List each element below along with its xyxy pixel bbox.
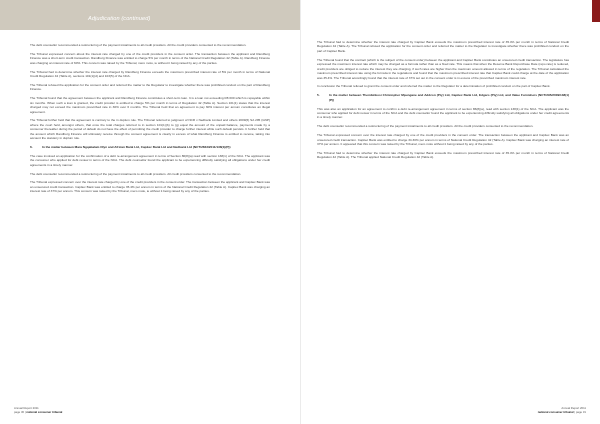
left-footer: [14, 407, 62, 415]
case-heading-6: [30, 145, 270, 149]
paragraph: In conclusion the Tribunal refused to grant the consent order and referred the matter to the Regulator for a determination of prohibited conduct on the part of Capitec Bank.: [317, 84, 551, 89]
left-page-text: [30, 43, 270, 198]
case-number: 6.: [30, 145, 33, 150]
case-title: In the matter between Thembinkosi Christopher Mpungane and Addcon (Pty) Ltd, Capitec Bank Ltd, Edgars (Pty) Ltd, and Value Furnishers (NCT/295/2009/138(1)(P)): [329, 93, 569, 102]
section-tab-marker: [592, 0, 600, 22]
footer-page-number: page 31: [575, 410, 586, 415]
right-page-text: [317, 40, 569, 164]
case-heading-5: [317, 93, 569, 102]
footer-report-label: Annual Report 2011: [14, 406, 39, 411]
section-title: Adjudication (continued): [88, 16, 151, 22]
right-footer: [538, 407, 586, 415]
paragraph: The Tribunal expressed concern about the interest rate charged by one of the credit providers in the consent order. The transaction between the applicant and Randburg Finance was a short-term credit transaction. Randburg Finance was entitled to charge 5% per month in terms of the National Credit Regulation 42 (Table A). Randburg Finance was charging an interest rate of 60%. This concern was raised by the Tribunal, mero motu, ie without it being raised by any of the parties.: [30, 51, 270, 65]
paragraph: The Tribunal had to determine whether the interest rate charged by Capitec Bank exceeds the maximum prescribed interest rate of 35.4% per month in terms of National Credit Regulation 42 (Table A). The Tribunal refused the application for the consent order and referred the matter to the Regulator to investigate whether there was prohibited conduct on the part of Capitec Bank.: [317, 40, 569, 53]
paragraph: The Tribunal found that the contract (which is the subject of the consent order) between the applicant and Capitec Bank constitutes an unsecured credit transaction. The legislature has expressed the maximum interest rate which may be charged as a formula rather than as a fixed rate. This means that when the Reserve Bank Repurchase Rate (repo rate) is reduced, credit providers are obliged to reduce the interest they are charging, if such rates are higher than the maximum amount allowed in terms of the regulation. The Tribunal calculated the maximum prescribed interest rate using the formula in the regulations and found that the maximum prescribed interest rate that Capitec Bank could charge at the date of the application was 35.4%. The Tribunal accordingly found that the interest rate of 37% set out in the consent order is in excess of the prescribed maximum interest rate.: [317, 57, 569, 80]
footer-page-number: page 30: [14, 410, 25, 415]
case-number: 5.: [317, 93, 320, 98]
header-band-right: [301, 0, 600, 30]
footer-report-label: Annual Report 2011: [561, 406, 586, 411]
paragraph: The debt counsellor recommended a restructuring of the payment instalments to all credit providers. All credit providers consented to the recommendation.: [30, 171, 242, 176]
paragraph: The Tribunal further held that the agreement is contrary to the in duplum rule. The Tribunal referred to judgment of NCR v Nedbank Limited and others 2009(6) SA 295 (GNP) where the court held, amongst others, that once the total charges referred to in section 101(1)(b) to (g) equal the amount of the unpaid balance, payments made by a consumer thereafter during the period of default do not have the effect of permitting the credit provider to charge further interest while such default persists. It further held that the amount which Randburg Finance will ultimately receive through the consent agreement is clearly in excess of what Randburg Finance is entitled to receive, taking into account the statutory in duplum rule.: [30, 118, 270, 141]
paragraph: The Tribunal found that the agreement between the applicant and Randburg Finance constitutes a short-term loan. It is a loan not exceeding R8 000 which is repayable within six months. When such a loan is granted, the credit provider is entitled to charge 5% per month in terms of Regulation 42 (Table A). Section 101(1) states that the interest charged may not exceed the maximum prescribed rate in 30% over 6 months. The Tribunal held that an agreement to pay 60% interest per annum constitutes an illegal agreement.: [30, 96, 270, 114]
footer-page-line: national consumer tribunal | page 31: [537, 410, 586, 415]
case-title: In the matter between Mara Ngqabalam Olyn and African Bank Ltd, Capitec Bank Ltd and Nedbank Ltd (NCT/2663/2011/138(1)(P)): [42, 145, 231, 150]
paragraph: The debt counsellor recommended a restructuring of the payment instalments to all credit providers. All the credit providers consented to the recommendation.: [317, 124, 534, 129]
footer-org-name: national consumer tribunal: [26, 410, 63, 415]
paragraph: The Tribunal expressed concern over the interest rate charged by one of the credit providers in the consent order. The transaction between the applicant and Capitec Bank was an unsecured credit transaction. Capitec Bank was entitled to charge 35.4% per annum in terms of the National Credit Regulation 42 (Table A). Capitec Bank was charging an interest rate of 37% per annum. This concern was raised by the Tribunal, mero motu, ie without it being raised by any of the parties.: [30, 180, 270, 194]
paragraph: The Tribunal had to determine whether the interest rate charged by Capitec Bank exceeds the maximum prescribed interest rate of 35.4% per month in terms of National Credit Regulation 42 (Table A). The Tribunal applied National Credit Regulation 42 (Table A).: [317, 150, 569, 160]
paragraph: This was also an application for an agreement to confirm a debt re-arrangement agreement in terms of section 86(8)(a), read with section 138(1) of the NCA. The applicant was the consumer who applied for debt review in terms of the NCA and the debt counsellor found the applicant to be experiencing difficulty satisfying all obligations under her credit agreements in a timely manner.: [317, 106, 569, 120]
paragraph: The debt counsellor recommended a restructuring of the payment instalments to all credit providers. All the credit providers consented to the recommendation.: [30, 43, 247, 47]
footer-page-line: page 30 | national consumer tribunal: [14, 410, 63, 415]
header-band: [0, 0, 300, 30]
paragraph: The Tribunal expressed concern over the interest rate charged by one of the credit providers in the consent order. The transaction between the applicant and Capitec Bank was an unsecured credit transaction. Capitec Bank was entitled to charge 34.30% per annum in terms of National Credit Regulation 42 (Table A). Capitec Bank was charging an interest rate of 37% per annum. It appeared that this concern was raised by the Tribunal, mero motu without it being raised by any of the parties.: [317, 133, 569, 147]
paragraph: The Tribunal had to determine whether the interest rate charged by Randburg Finance exceeds the maximum prescribed interest rate of 5% per month in terms of National Credit Regulation 42 (Table A), sections 101(1)(d) and 103(5) of the NCA.: [30, 69, 270, 79]
paragraph: The case involved an application for the confirmation of a debt re-arrangement agreement in terms of Section 86(8)(a) read with section 138(1) of the NCA. The applicant was the consumer who applied for debt review in terms of the NCA. The debt counsellor found the applicant to be experiencing difficulty satisfying all obligations under her credit agreements in a timely manner.: [30, 153, 270, 167]
footer-org-name: national consumer tribunal: [537, 410, 574, 415]
paragraph: The Tribunal refused the application for the consent order and referred the matter to the Regulator to investigate whether there was prohibited conduct on the part of Randburg Finance.: [30, 82, 270, 92]
right-page: [300, 0, 600, 424]
